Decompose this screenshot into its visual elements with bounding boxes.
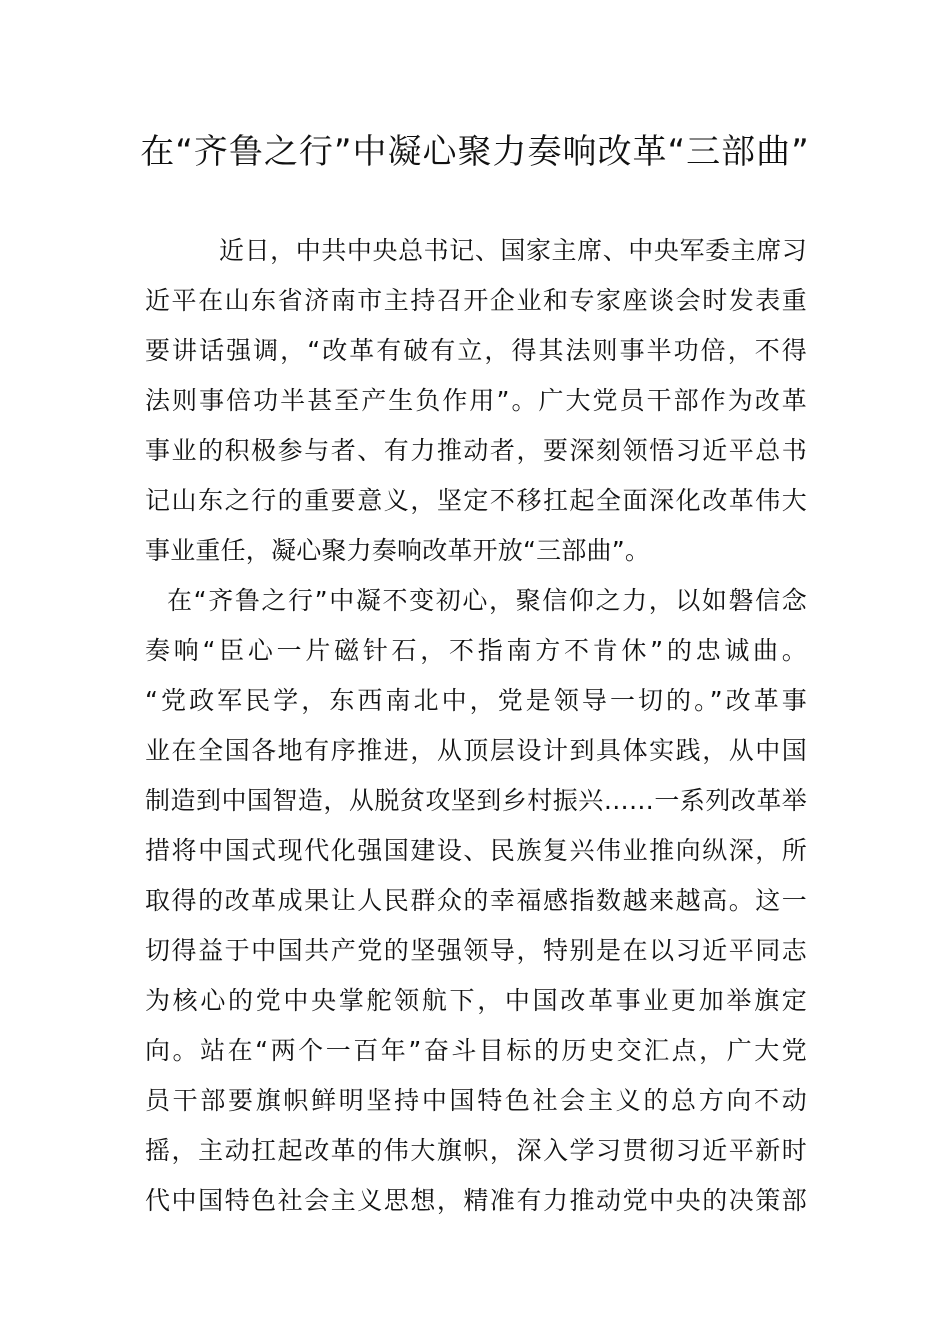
paragraph-line: 措将中国式现代化强国建设、民族复兴伟业推向纵深，所 <box>145 836 807 865</box>
document-title: 在“齐鲁之行”中凝心聚力奏响改革“三部曲” <box>140 132 810 172</box>
paragraph-line: 切得益于中国共产党的坚强领导，特别是在以习近平同志 <box>145 936 807 965</box>
document-body <box>145 226 807 1226</box>
paragraph-line: 奏响“臣心一片磁针石，不指南方不肯休”的忠诚曲。 <box>145 636 807 665</box>
paragraph-line: 取得的改革成果让人民群众的幸福感指数越来越高。这一 <box>145 886 807 915</box>
paragraph-line: 员干部要旗帜鲜明坚持中国特色社会主义的总方向不动 <box>145 1086 807 1115</box>
paragraph-line: 事业的积极参与者、有力推动者，要深刻领悟习近平总书 <box>145 436 807 465</box>
paragraph-line: 近平在山东省济南市主持召开企业和专家座谈会时发表重 <box>145 286 807 315</box>
paragraph-2 <box>145 576 807 1226</box>
paragraph-line: 要讲话强调，“改革有破有立，得其法则事半功倍，不得 <box>145 336 807 365</box>
paragraph-line: 代中国特色社会主义思想，精准有力推动党中央的决策部 <box>145 1186 807 1215</box>
paragraph-line: 近日，中共中央总书记、国家主席、中央军委主席习 <box>219 236 807 265</box>
paragraph-1 <box>145 226 807 576</box>
paragraph-line: “党政军民学，东西南北中，党是领导一切的。”改革事 <box>145 686 807 715</box>
paragraph-line: 向。站在“两个一百年”奋斗目标的历史交汇点，广大党 <box>145 1036 807 1065</box>
paragraph-line: 制造到中国智造，从脱贫攻坚到乡村振兴……一系列改革举 <box>145 786 807 815</box>
paragraph-line: 事业重任，凝心聚力奏响改革开放“三部曲”。 <box>145 536 651 565</box>
paragraph-line: 法则事倍功半甚至产生负作用”。广大党员干部作为改革 <box>145 386 807 415</box>
paragraph-line: 记山东之行的重要意义，坚定不移扛起全面深化改革伟大 <box>145 486 807 515</box>
paragraph-line: 摇，主动扛起改革的伟大旗帜，深入学习贯彻习近平新时 <box>145 1136 807 1165</box>
paragraph-line: 业在全国各地有序推进，从顶层设计到具体实践，从中国 <box>145 736 807 765</box>
paragraph-line: 为核心的党中央掌舵领航下，中国改革事业更加举旗定 <box>145 986 807 1015</box>
paragraph-line: 在“齐鲁之行”中凝不变初心，聚信仰之力，以如磐信念 <box>167 586 807 615</box>
